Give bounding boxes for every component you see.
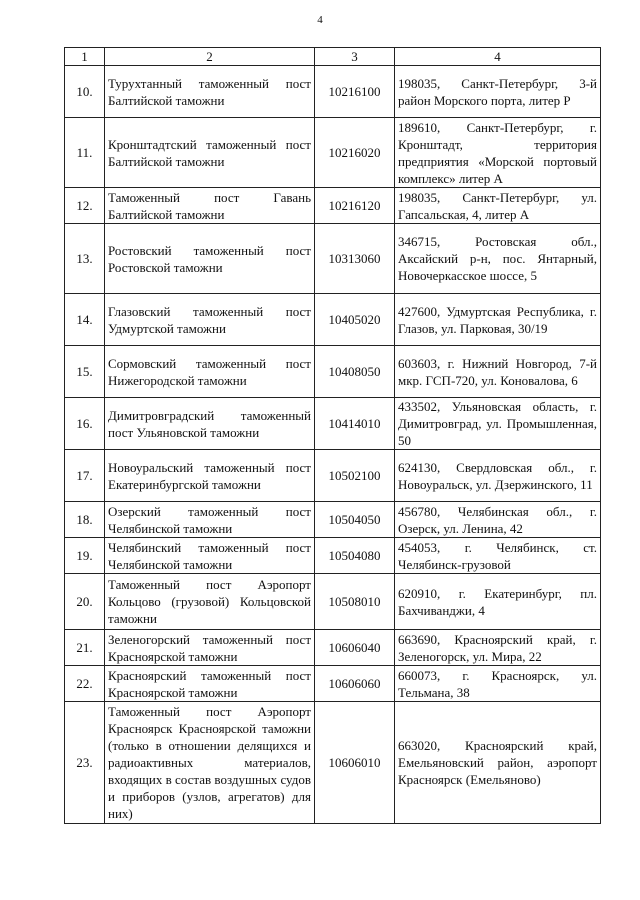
customs-post-code: 10606060 <box>315 666 395 702</box>
table-row <box>65 398 601 450</box>
column-number-header: 1 <box>65 48 105 66</box>
customs-post-name: Челябинский таможенный пост Челябинской таможни <box>105 538 315 574</box>
customs-post-code: 10606010 <box>315 702 395 824</box>
customs-post-address: 624130, Свердловская обл., г. Новоуральск, ул. Дзержинского, 11 <box>395 450 601 502</box>
customs-post-name: Глазовский таможенный пост Удмуртской таможни <box>105 294 315 346</box>
customs-post-address: 620910, г. Екатеринбург, пл. Бахчиванджи, 4 <box>395 574 601 630</box>
table-row <box>65 630 601 666</box>
customs-post-address: 663690, Красноярский край, г. Зеленогорск, ул. Мира, 22 <box>395 630 601 666</box>
customs-post-address: 198035, Санкт-Петербург, 3-й район Морского порта, литер Р <box>395 66 601 118</box>
customs-post-code: 10504080 <box>315 538 395 574</box>
customs-post-name: Новоуральский таможенный пост Екатеринбургской таможни <box>105 450 315 502</box>
customs-post-address: 456780, Челябинская обл., г. Озерск, ул. Ленина, 42 <box>395 502 601 538</box>
page-number: 4 <box>317 14 323 26</box>
customs-post-code: 10606040 <box>315 630 395 666</box>
row-number: 13. <box>65 224 105 294</box>
customs-post-address: 663020, Красноярский край, Емельяновский район, аэропорт Красноярск (Емельяново) <box>395 702 601 824</box>
column-address-header: 4 <box>395 48 601 66</box>
customs-post-name: Таможенный пост Гавань Балтийской таможни <box>105 188 315 224</box>
customs-post-name: Кронштадтский таможенный пост Балтийской таможни <box>105 118 315 188</box>
row-number: 23. <box>65 702 105 824</box>
table-row <box>65 118 601 188</box>
customs-post-code: 10414010 <box>315 398 395 450</box>
table-row <box>65 702 601 824</box>
customs-post-name: Таможенный пост Аэропорт Кольцово (грузовой) Кольцовской таможни <box>105 574 315 630</box>
column-code-header: 3 <box>315 48 395 66</box>
customs-post-code: 10504050 <box>315 502 395 538</box>
customs-post-address: 189610, Санкт-Петербург, г. Кронштадт, территория предприятия «Морской портовый комплекс» литер А <box>395 118 601 188</box>
customs-post-code: 10313060 <box>315 224 395 294</box>
row-number: 10. <box>65 66 105 118</box>
customs-post-address: 346715, Ростовская обл., Аксайский р-н, пос. Янтарный, Новочеркасское шоссе, 5 <box>395 224 601 294</box>
customs-post-code: 10216120 <box>315 188 395 224</box>
customs-post-address: 427600, Удмуртская Республика, г. Глазов, ул. Парковая, 30/19 <box>395 294 601 346</box>
customs-post-address: 198035, Санкт-Петербург, ул. Гапсальская, 4, литер А <box>395 188 601 224</box>
row-number: 22. <box>65 666 105 702</box>
customs-post-code: 10216020 <box>315 118 395 188</box>
row-number: 17. <box>65 450 105 502</box>
customs-post-name: Красноярский таможенный пост Красноярской таможни <box>105 666 315 702</box>
row-number: 14. <box>65 294 105 346</box>
customs-post-code: 10408050 <box>315 346 395 398</box>
table-row <box>65 294 601 346</box>
row-number: 11. <box>65 118 105 188</box>
table-row <box>65 574 601 630</box>
customs-post-address: 454053, г. Челябинск, ст. Челябинск-грузовой <box>395 538 601 574</box>
customs-post-name: Сормовский таможенный пост Нижегородской таможни <box>105 346 315 398</box>
customs-post-name: Турухтанный таможенный пост Балтийской таможни <box>105 66 315 118</box>
customs-posts-table <box>64 47 601 824</box>
customs-post-name: Димитровградский таможенный пост Ульяновской таможни <box>105 398 315 450</box>
customs-post-name: Зеленогорский таможенный пост Красноярской таможни <box>105 630 315 666</box>
table-row <box>65 346 601 398</box>
row-number: 21. <box>65 630 105 666</box>
row-number: 19. <box>65 538 105 574</box>
table-row <box>65 224 601 294</box>
customs-post-name: Ростовский таможенный пост Ростовской таможни <box>105 224 315 294</box>
row-number: 12. <box>65 188 105 224</box>
column-name-header: 2 <box>105 48 315 66</box>
table-row <box>65 666 601 702</box>
table-row <box>65 450 601 502</box>
table-header-row <box>65 48 601 66</box>
customs-post-code: 10405020 <box>315 294 395 346</box>
table-row <box>65 538 601 574</box>
customs-post-name: Таможенный пост Аэропорт Красноярск Красноярской таможни (только в отношении делящихся и радиоактивных материалов, входящих в состав воздушных судов и приборов (узлов, агрегатов) для них) <box>105 702 315 824</box>
customs-post-address: 660073, г. Красноярск, ул. Тельмана, 38 <box>395 666 601 702</box>
customs-post-code: 10508010 <box>315 574 395 630</box>
row-number: 16. <box>65 398 105 450</box>
customs-post-code: 10216100 <box>315 66 395 118</box>
table-row <box>65 188 601 224</box>
customs-post-address: 433502, Ульяновская область, г. Димитровград, ул. Промышленная, 50 <box>395 398 601 450</box>
row-number: 20. <box>65 574 105 630</box>
customs-post-address: 603603, г. Нижний Новгород, 7-й мкр. ГСП-720, ул. Коновалова, 6 <box>395 346 601 398</box>
row-number: 15. <box>65 346 105 398</box>
customs-post-name: Озерский таможенный пост Челябинской таможни <box>105 502 315 538</box>
row-number: 18. <box>65 502 105 538</box>
table-row <box>65 66 601 118</box>
table-row <box>65 502 601 538</box>
customs-post-code: 10502100 <box>315 450 395 502</box>
